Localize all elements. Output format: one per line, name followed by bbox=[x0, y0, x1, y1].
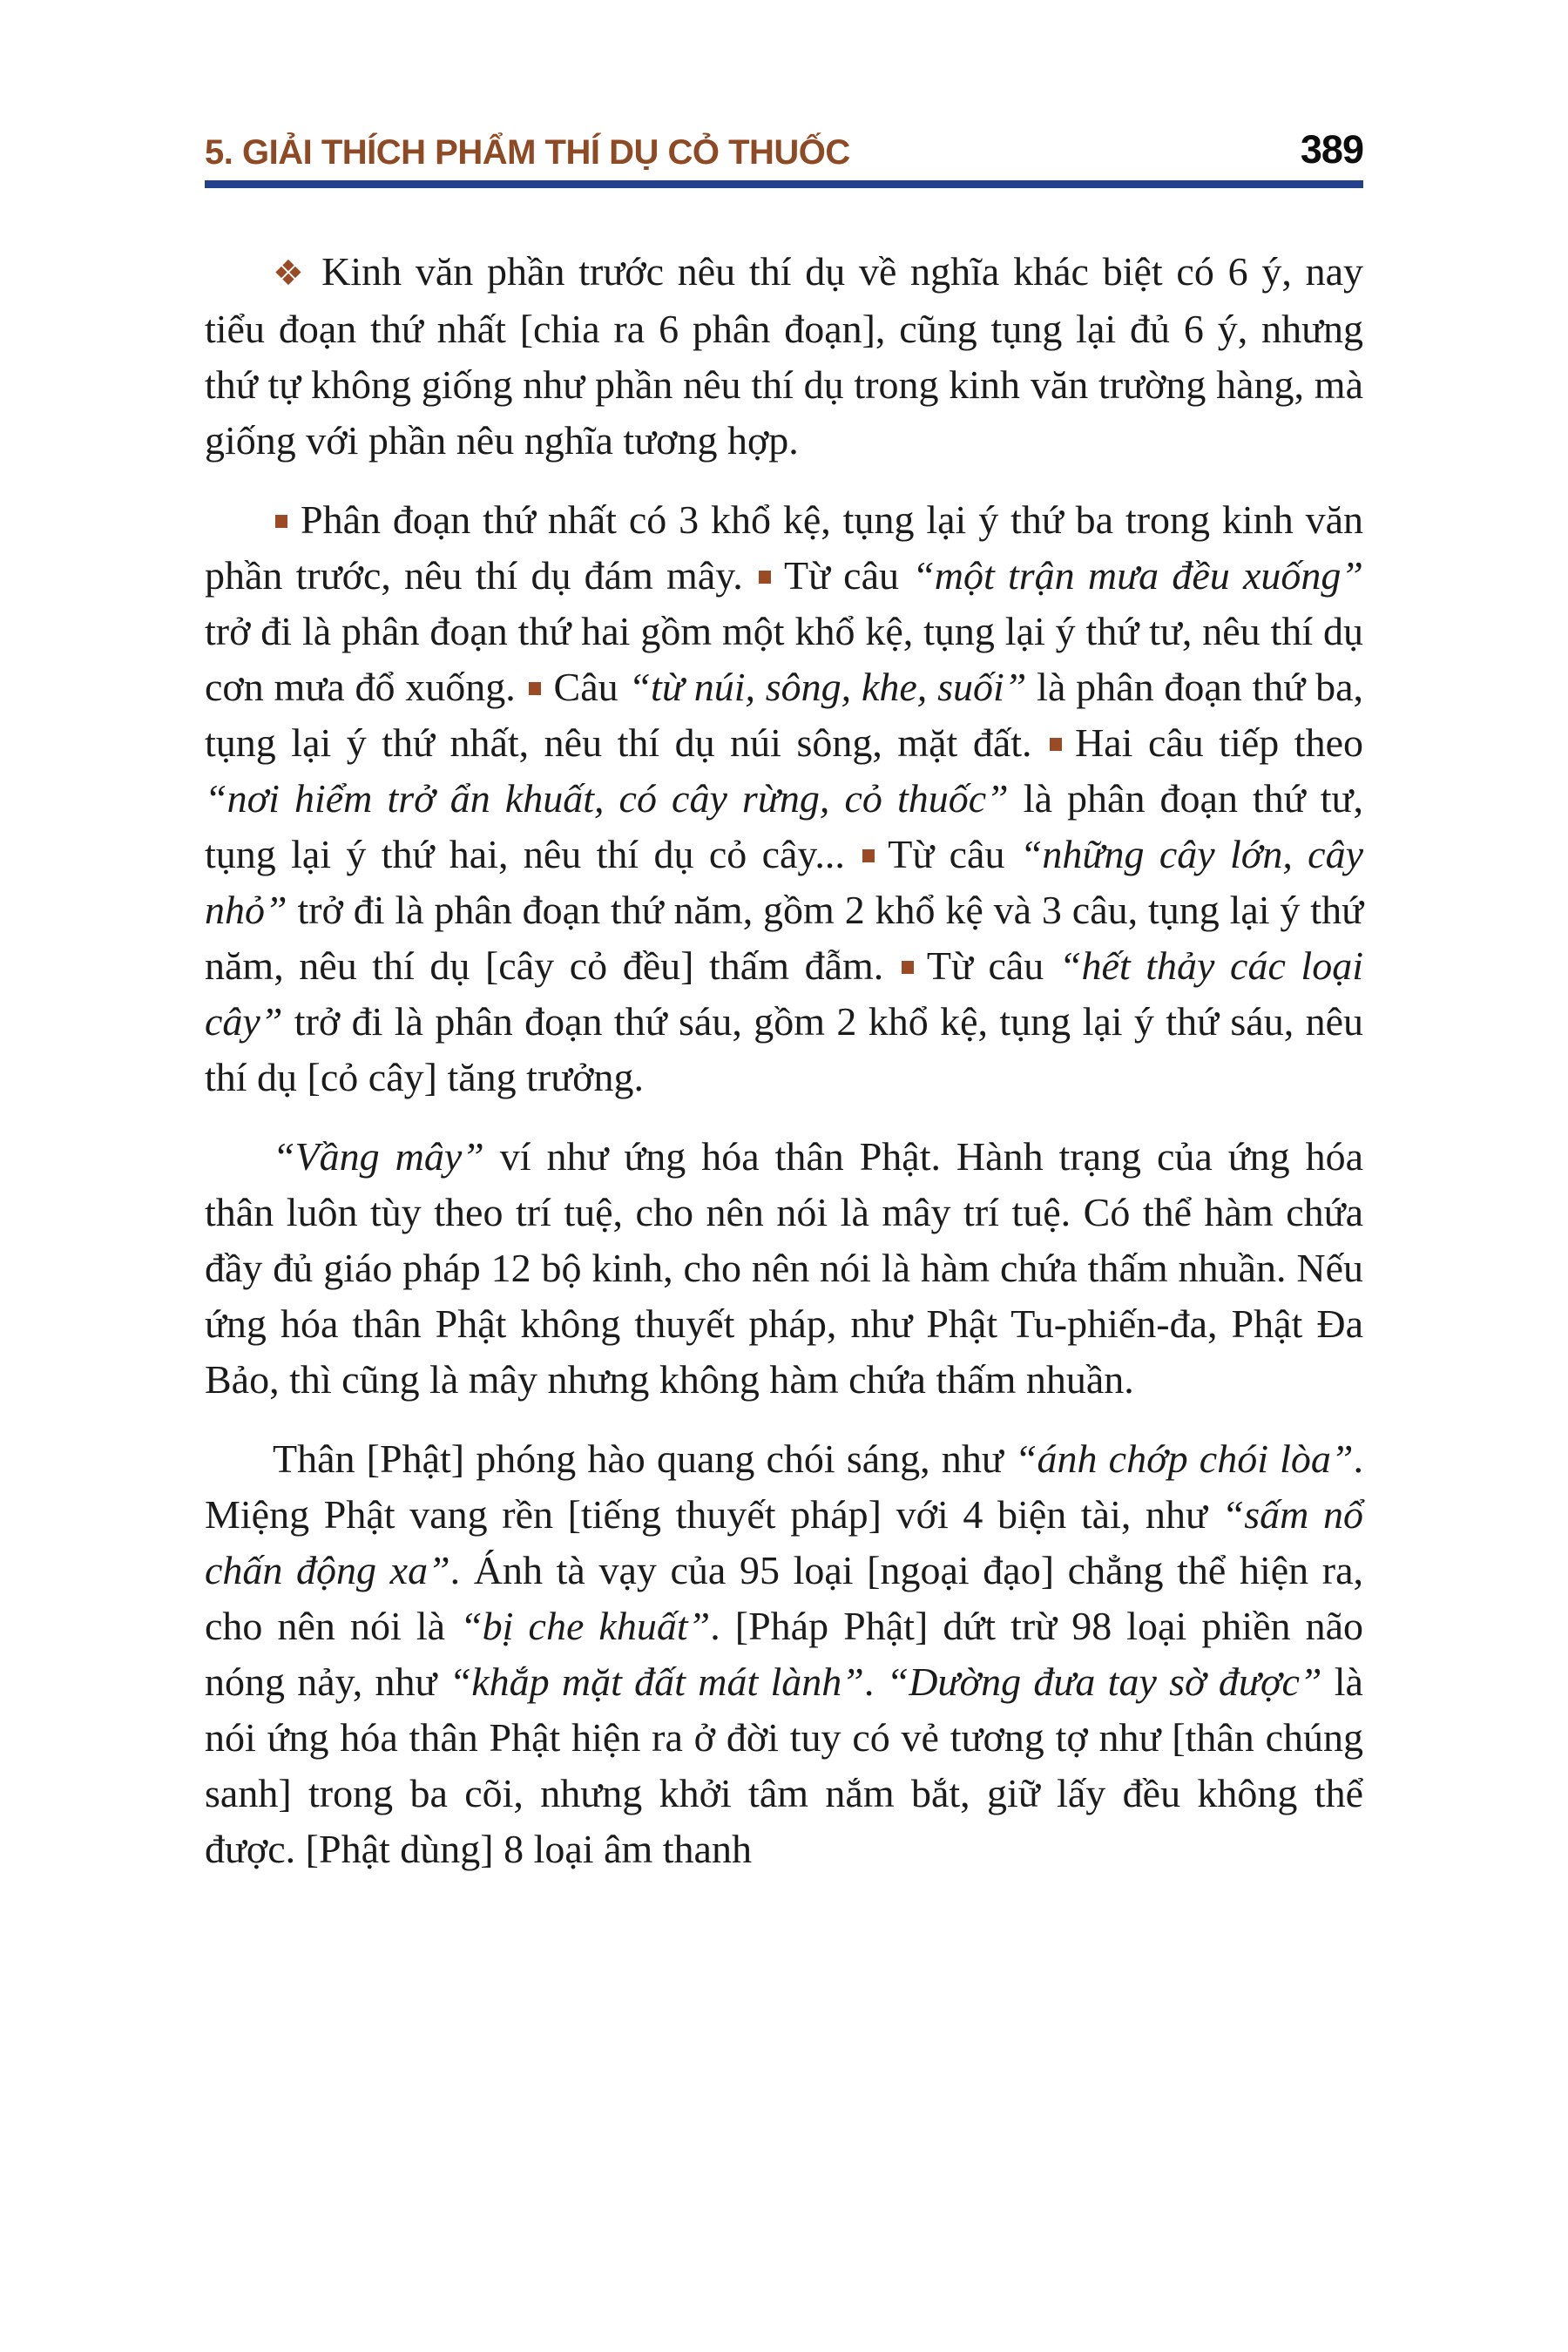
bullet-square-icon bbox=[1050, 738, 1062, 751]
text-run: . Miệng Phật vang rền [tiếng thuyết pháp] với 4 biện tài, như bbox=[205, 1436, 1363, 1537]
text-run: Câu bbox=[553, 665, 629, 709]
text-run: là nói ứng hóa thân Phật hiện ra ở đời tuy có vẻ tương tợ như [thân chúng sanh] trong ba cõi, nhưng khởi tâm nắm bắt, giữ lấy đều không thể được. [Phật dùng] 8 loại âm thanh bbox=[205, 1659, 1363, 1871]
bullet-square-icon bbox=[275, 515, 287, 528]
quoted-phrase: “Dường đưa tay sờ được” bbox=[886, 1659, 1322, 1704]
ornament-diamond-icon: ❖ bbox=[273, 253, 308, 294]
header-rule-divider bbox=[205, 180, 1363, 188]
quoted-phrase: “ánh chớp chói lòa” bbox=[1014, 1436, 1354, 1481]
text-run: Thân [Phật] phóng hào quang chói sáng, như bbox=[273, 1436, 1015, 1481]
text-run: Từ câu bbox=[783, 553, 913, 598]
text-run: Hai câu tiếp theo bbox=[1075, 720, 1363, 765]
text-run: ví như ứng hóa thân Phật. Hành trạng của ứng hóa thân luôn tùy theo trí tuệ, cho nên nói là mây trí tuệ. Có thể hàm chứa đầy đủ giáo pháp 12 bộ kinh, cho nên nói là hàm chứa thấm nhuần. Nếu ứng hóa thân Phật không thuyết pháp, như Phật Tu-phiến-đa, Phật Đa Bảo, thì cũng là mây nhưng không hàm chứa thấm nhuần. bbox=[205, 1134, 1364, 1402]
paragraph bbox=[205, 1129, 1363, 1408]
page-number: 389 bbox=[1300, 127, 1363, 172]
text-run: . [Pháp Phật] dứt trừ 98 loại phiền não nóng nảy, như bbox=[205, 1604, 1364, 1704]
quoted-phrase: “một trận mưa đều xuống” bbox=[912, 553, 1363, 598]
quoted-phrase: “Vầng mây” bbox=[273, 1134, 484, 1179]
bullet-square-icon bbox=[862, 849, 875, 862]
text-run: trở đi là phân đoạn thứ năm, gồm 2 khổ kệ và 3 câu, tụng lại ý thứ năm, nêu thí dụ [cây cỏ đều] thấm đẫm. bbox=[205, 888, 1363, 988]
paragraph bbox=[205, 1431, 1363, 1877]
text-run: . bbox=[863, 1659, 887, 1704]
quoted-phrase: “sấm nổ chấn động xa” bbox=[205, 1492, 1363, 1592]
quoted-phrase: “hết thảy các loại cây” bbox=[205, 943, 1363, 1044]
text-run: Từ câu bbox=[888, 832, 1020, 876]
text-run: trở đi là phân đoạn thứ hai gồm một khổ kệ, tụng lại ý thứ tư, nêu thí dụ cơn mưa đổ xuống. bbox=[205, 609, 1363, 709]
text-run: là phân đoạn thứ ba, tụng lại ý thứ nhất, nêu thí dụ núi sông, mặt đất. bbox=[205, 665, 1364, 765]
bullet-square-icon bbox=[529, 682, 541, 695]
paragraph bbox=[205, 492, 1363, 1105]
chapter-title: 5. GIẢI THÍCH PHẨM THÍ DỤ CỎ THUỐC bbox=[205, 133, 850, 172]
text-run: Từ câu bbox=[926, 943, 1059, 988]
paragraph bbox=[205, 244, 1363, 469]
text-run: là phân đoạn thứ tư, tụng lại ý thứ hai, nêu thí dụ cỏ cây... bbox=[205, 776, 1363, 876]
page-content bbox=[205, 127, 1363, 1877]
running-header bbox=[205, 127, 1363, 172]
quoted-phrase: “nơi hiểm trở ẩn khuất, có cây rừng, cỏ thuốc” bbox=[205, 776, 1009, 821]
text-run: . Ánh tà vạy của 95 loại [ngoại đạo] chẳng thể hiện ra, cho nên nói là bbox=[205, 1548, 1363, 1648]
quoted-phrase: “những cây lớn, cây nhỏ” bbox=[205, 832, 1363, 932]
bullet-square-icon bbox=[902, 961, 914, 974]
text-run: Phân đoạn thứ nhất có 3 khổ kệ, tụng lại ý thứ ba trong kinh văn phần trước, nêu thí dụ đám mây. bbox=[205, 497, 1363, 598]
quoted-phrase: “từ núi, sông, khe, suối” bbox=[628, 665, 1027, 709]
quoted-phrase: “khắp mặt đất mát lành” bbox=[449, 1659, 864, 1704]
body-text bbox=[205, 244, 1363, 1877]
bullet-square-icon bbox=[759, 571, 771, 584]
text-run: Kinh văn phần trước nêu thí dụ về nghĩa khác biệt có 6 ý, nay tiểu đoạn thứ nhất [chia ra 6 phân đoạn], cũng tụng lại đủ 6 ý, nhưng thứ tự không giống như phần nêu thí dụ trong kinh văn trường hàng, mà giống với phần nêu nghĩa tương hợp. bbox=[205, 249, 1364, 463]
text-run: trở đi là phân đoạn thứ sáu, gồm 2 khổ kệ, tụng lại ý thứ sáu, nêu thí dụ [cỏ cây] tăng trưởng. bbox=[205, 999, 1363, 1099]
quoted-phrase: “bị che khuất” bbox=[460, 1604, 711, 1648]
